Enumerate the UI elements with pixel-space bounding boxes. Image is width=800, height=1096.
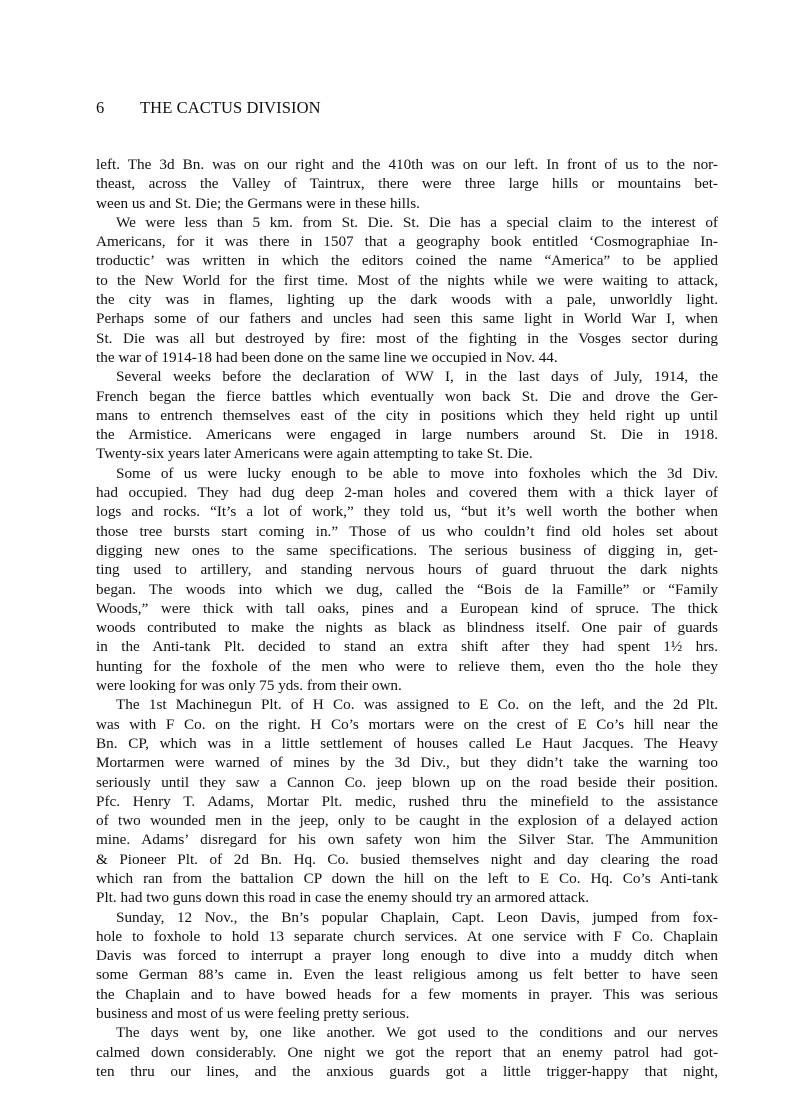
text-line: ween us and St. Die; the Germans were in these hills. [96, 194, 420, 212]
text-line: Perhaps some of our fathers and uncles had seen this same light in World War I, when [96, 310, 718, 328]
text-line: The days went by, one like another. We got used to the conditions and our nerves [116, 1024, 718, 1042]
text-line: the Chaplain and to have bowed heads for a few moments in prayer. This was serious [96, 985, 718, 1003]
text-line: mans to entrench themselves east of the city in positions which they held right up until [96, 406, 718, 424]
text-line: hunting for the foxhole of the men who were to relieve them, even tho the hole they [96, 657, 718, 675]
text-line: St. Die was all but destroyed by fire: most of the fighting in the Vosges sector during [96, 329, 718, 347]
text-line: theast, across the Valley of Taintrux, there were three large hills or mountains bet- [96, 175, 718, 193]
text-line: woods contributed to make the nights as black as blindness itself. One pair of guards [96, 619, 718, 637]
text-line: Pfc. Henry T. Adams, Mortar Plt. medic, rushed thru the minefield to the assistance [96, 792, 718, 810]
text-line: had occupied. They had dug deep 2-man holes and covered them with a thick layer of [96, 484, 718, 502]
text-line: The 1st Machinegun Plt. of H Co. was assigned to E Co. on the left, and the 2d Plt. [116, 696, 718, 714]
text-line: which ran from the battalion CP down the hill on the left to E Co. Hq. Co’s Anti-tank [96, 869, 718, 887]
text-line: some German 88’s came in. Even the least religious among us felt better to have seen [96, 966, 718, 984]
text-line: ting used to artillery, and standing nervous hours of guard thruout the dark nights [96, 561, 718, 579]
text-line: Twenty-six years later Americans were again attempting to take St. Die. [96, 445, 533, 463]
text-line: Woods,” were thick with tall oaks, pines and a European kind of spruce. The thick [96, 599, 718, 617]
text-line: to the New World for the first time. Most of the nights while we were waiting to attack, [96, 271, 718, 289]
text-line: Americans, for it was there in 1507 that a geography book entitled ‘Cosmographiae In- [96, 233, 718, 251]
text-line: the Armistice. Americans were engaged in large numbers around St. Die in 1918. [96, 426, 718, 444]
text-line: Mortarmen were warned of mines by the 3d Div., but they didn’t take the warning too [96, 754, 718, 772]
text-line: ten thru our lines, and the anxious guards got a little trigger-happy that night, [96, 1062, 718, 1080]
text-line: troductic’ was written in which the editors coined the name “America” to be applied [96, 252, 718, 270]
running-header [96, 98, 321, 118]
text-line: digging new ones to the same specifications. The serious business of digging in, get- [96, 541, 718, 559]
text-line: We were less than 5 km. from St. Die. St. Die has a special claim to the interest of [116, 213, 718, 231]
running-title: THE CACTUS DIVISION [140, 98, 321, 117]
text-line: began. The woods into which we dug, called the “Bois de la Famille” or “Family [96, 580, 718, 598]
text-line: the city was in flames, lighting up the dark woods with a pale, unworldly light. [96, 291, 718, 309]
text-line: in the Anti-tank Plt. decided to stand an extra shift after they had spent 1½ hrs. [96, 638, 718, 656]
text-line: of two wounded men in the jeep, only to be caught in the explosion of a delayed action [96, 812, 718, 830]
text-line: seriously until they saw a Cannon Co. jeep blown up on the road beside their position. [96, 773, 718, 791]
body-text [96, 155, 718, 1081]
text-line: logs and rocks. “It’s a lot of work,” they told us, “but it’s well worth the bother when [96, 503, 718, 521]
text-line: French began the fierce battles which eventually won back St. Die and drove the Ger- [96, 387, 718, 405]
text-line: Some of us were lucky enough to be able to move into foxholes which the 3d Div. [116, 464, 718, 482]
text-line: Plt. had two guns down this road in case the enemy should try an armored attack. [96, 889, 590, 907]
text-line: mine. Adams’ disregard for his own safety won him the Silver Star. The Ammunition [96, 831, 718, 849]
text-line: calmed down considerably. One night we got the report that an enemy patrol had got- [96, 1043, 718, 1061]
text-line: was with F Co. on the right. H Co’s mortars were on the crest of E Co’s hill near the [96, 715, 718, 733]
text-line: & Pioneer Plt. of 2d Bn. Hq. Co. busied themselves night and day clearing the road [96, 850, 718, 868]
text-line: Davis was forced to interrupt a prayer long enough to dive into a muddy ditch when [96, 947, 718, 965]
text-line: Sunday, 12 Nov., the Bn’s popular Chaplain, Capt. Leon Davis, jumped from fox- [116, 908, 718, 926]
text-line: business and most of us were feeling pretty serious. [96, 1005, 410, 1023]
text-line: left. The 3d Bn. was on our right and the 410th was on our left. In front of us to the nor- [96, 156, 718, 173]
text-line: hole to foxhole to hold 13 separate church services. At one service with F Co. Chaplain [96, 927, 718, 945]
text-line: Bn. CP, which was in a little settlement of houses called Le Haut Jacques. The Heavy [96, 734, 718, 752]
text-line: those tree bursts start coming in.” Those of us who couldn’t find old holes set about [96, 522, 718, 540]
text-line: the war of 1914-18 had been done on the same line we occupied in Nov. 44. [96, 348, 558, 366]
page-number: 6 [96, 98, 105, 117]
text-line: were looking for was only 75 yds. from their own. [96, 677, 402, 695]
text-line: Several weeks before the declaration of WW I, in the last days of July, 1914, the [116, 368, 718, 386]
